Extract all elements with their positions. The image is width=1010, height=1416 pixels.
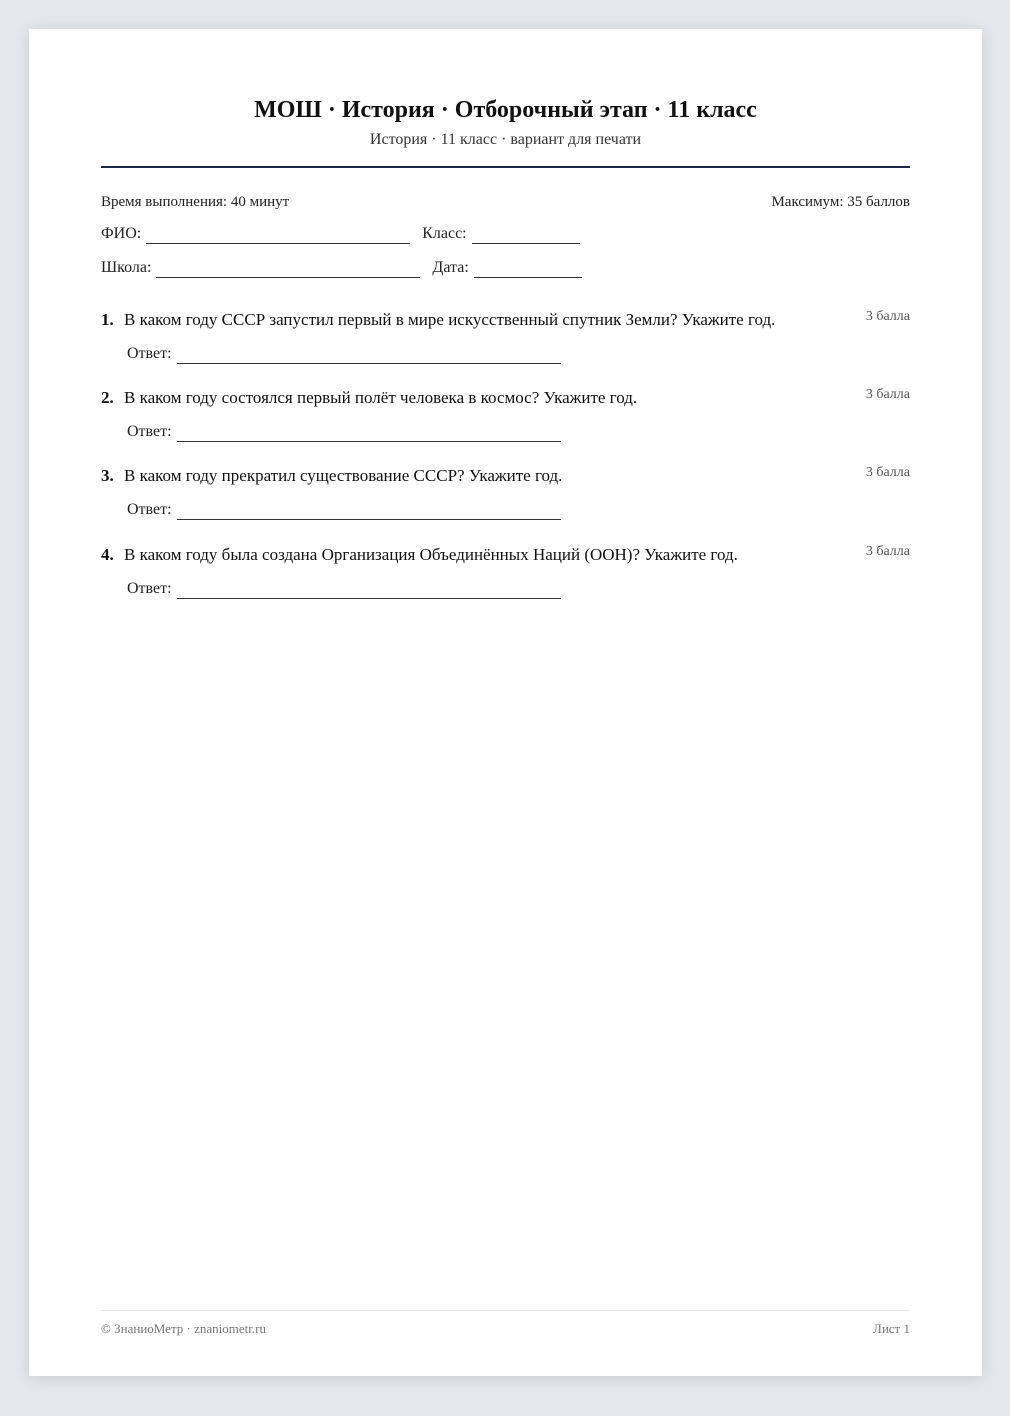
page-title: МОШ · История · Отборочный этап · 11 класс bbox=[254, 97, 757, 123]
question-points: 3 балла bbox=[865, 387, 910, 402]
student-info-row bbox=[101, 224, 580, 244]
question-line bbox=[101, 544, 910, 566]
answer-field[interactable] bbox=[177, 425, 561, 442]
question-item bbox=[101, 465, 910, 518]
header-divider bbox=[101, 166, 910, 168]
question-text: В каком году прекратил существование СССР? Укажите год. bbox=[124, 466, 563, 485]
school-label: Школа: bbox=[101, 259, 152, 276]
answer-field[interactable] bbox=[177, 582, 561, 599]
answer-row bbox=[127, 344, 561, 364]
question-text: В каком году состоялся первый полёт человека в космос? Укажите год. bbox=[124, 388, 638, 407]
school-field[interactable] bbox=[156, 261, 420, 278]
question-text: В каком году была создана Организация Объединённых Наций (ООН)? Укажите год. bbox=[124, 545, 738, 564]
question-points: 3 балла bbox=[865, 465, 910, 480]
question-number: 2. bbox=[101, 388, 114, 407]
answer-field[interactable] bbox=[177, 503, 561, 520]
question-line bbox=[101, 465, 910, 487]
time-limit-text: Время выполнения: 40 минут bbox=[101, 194, 290, 210]
question-line bbox=[101, 387, 910, 409]
answer-row bbox=[127, 500, 561, 520]
answer-label: Ответ: bbox=[127, 501, 172, 518]
class-label: Класс: bbox=[422, 225, 467, 242]
answer-row bbox=[127, 422, 561, 442]
max-score-text: Максимум: 35 баллов bbox=[771, 194, 910, 210]
question-points: 3 балла bbox=[865, 544, 910, 559]
date-label: Дата: bbox=[432, 259, 469, 276]
footer-page-number: Лист 1 bbox=[873, 1321, 910, 1336]
answer-label: Ответ: bbox=[127, 423, 172, 440]
fio-field[interactable] bbox=[146, 227, 410, 244]
question-item bbox=[101, 309, 910, 362]
question-line bbox=[101, 309, 910, 331]
question-item bbox=[101, 387, 910, 440]
question-points: 3 балла bbox=[865, 309, 910, 324]
footer-divider bbox=[101, 1310, 910, 1311]
answer-row bbox=[127, 579, 561, 599]
class-field[interactable] bbox=[472, 227, 580, 244]
fio-label: ФИО: bbox=[101, 225, 142, 242]
school-info-row bbox=[101, 258, 582, 278]
answer-label: Ответ: bbox=[127, 345, 172, 362]
question-number: 4. bbox=[101, 545, 114, 564]
footer-copyright: © ЗнаниоМетр · znaniometr.ru bbox=[101, 1321, 266, 1336]
question-number: 3. bbox=[101, 466, 114, 485]
page-subtitle: История · 11 класс · вариант для печати bbox=[369, 131, 642, 148]
answer-label: Ответ: bbox=[127, 580, 172, 597]
question-number: 1. bbox=[101, 310, 114, 329]
question-item bbox=[101, 544, 910, 597]
worksheet-page bbox=[29, 29, 982, 1376]
answer-field[interactable] bbox=[177, 347, 561, 364]
question-text: В каком году СССР запустил первый в мире искусственный спутник Земли? Укажите год. bbox=[124, 310, 776, 329]
date-field[interactable] bbox=[474, 261, 582, 278]
